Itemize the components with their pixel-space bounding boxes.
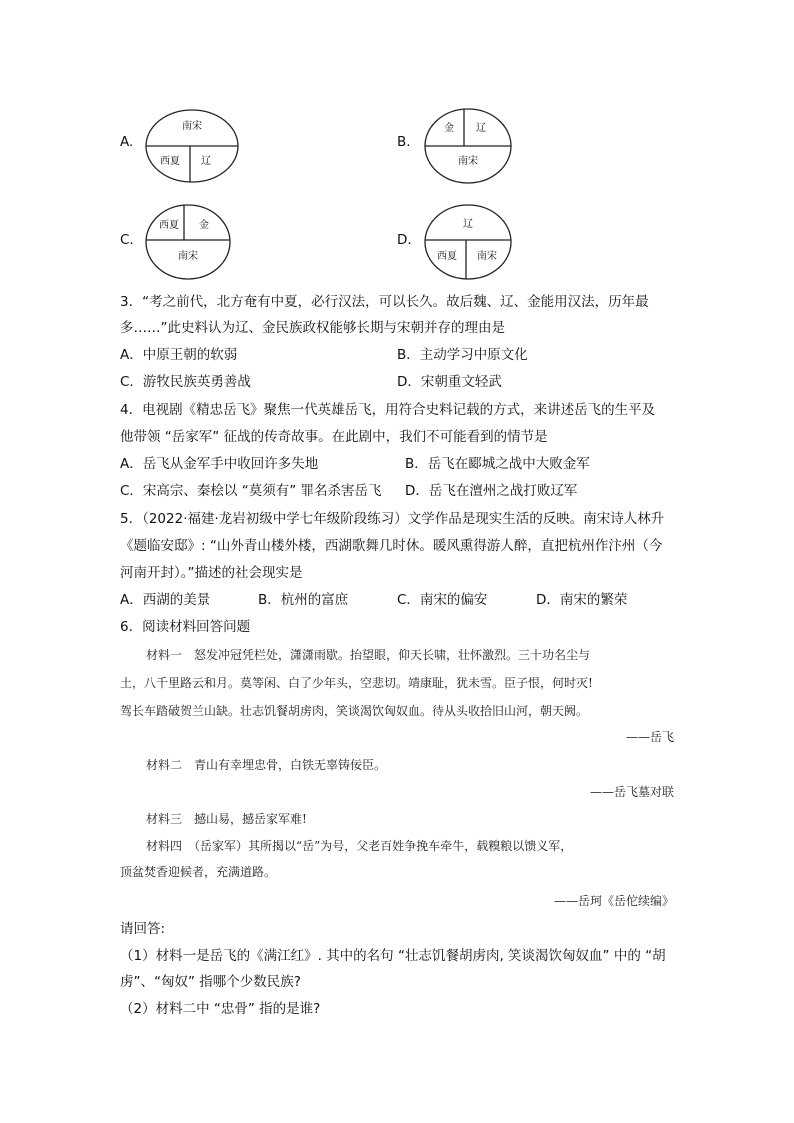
option-d-label: D. [397, 232, 412, 248]
material-1-source: ——岳飞 [625, 730, 674, 744]
q4-stem-line1: 4．电视剧《精忠岳飞》聚焦一代英雄岳飞，用符合史料记载的方式，来讲述岳飞的生平及 [120, 402, 656, 418]
option-c-label: C. [120, 232, 134, 248]
q6-sub1-line1: （1）材料一是岳飞的《满江红》. 其中的名句 “壮志饥餐胡虏肉, 笑谈渴饮匈奴血” 中的 “胡 [120, 948, 666, 964]
material-4-line2: 顶盆焚香迎候者，充满道路。 [120, 865, 277, 879]
q3-stem-line2: 多……”此史料认为辽、金民族政权能够长期与宋朝并存的理由是 [120, 320, 505, 336]
q4-option-d: D．岳飞在澶州之战打败辽军 [405, 483, 578, 499]
diagram-d-region-3: 南宋 [477, 251, 497, 262]
q5-stem-line2: 《题临安邸》: “山外青山楼外楼，西湖歌舞几时休。暖风熏得游人醉，直把杭州作汴州（今 [120, 538, 663, 554]
q4-stem-line2: 他带领 “岳家军” 征战的传奇故事。在此剧中，我们不可能看到的情节是 [120, 429, 548, 445]
q3-option-b: B．主动学习中原文化 [397, 347, 528, 363]
diagram-c [144, 202, 232, 282]
diagram-b-region-1: 金 [444, 123, 454, 134]
material-1-line2: 土，八千里路云和月。莫等闲、白了少年头，空悲切。靖康耻，犹未雪。臣子恨，何时灭! [120, 676, 593, 690]
q5-option-d: D．南宋的繁荣 [536, 592, 628, 608]
q4-option-c: C．宋高宗、秦桧以 “莫须有” 罪名杀害岳飞 [120, 483, 382, 499]
q3-option-c: C．游牧民族英勇善战 [120, 374, 251, 390]
diagram-b-region-3: 南宋 [458, 156, 478, 167]
material-2: 材料二 青山有幸埋忠骨，白铁无辜铸佞臣。 [146, 758, 387, 772]
material-2-source: ——岳飞墓对联 [589, 785, 674, 799]
diagram-c-region-1: 西夏 [159, 220, 179, 231]
diagram-b [423, 106, 513, 186]
q5-stem-line3: 河南开封）。”描述的社会现实是 [120, 565, 303, 581]
material-4-line1: 材料四 （岳家军）其所揭以“岳”为号，父老百姓争挽车牵牛，载糗粮以馈义军， [146, 839, 573, 853]
material-3: 材料三 撼山易，撼岳家军难! [146, 812, 307, 826]
q5-option-a: A．西湖的美景 [120, 592, 211, 608]
diagram-a-region-2: 西夏 [160, 156, 180, 167]
diagram-c-region-3: 南宋 [178, 251, 198, 262]
diagram-d-region-1: 辽 [463, 219, 473, 230]
q3-option-d: D．宋朝重文轻武 [397, 374, 502, 390]
q5-option-b: B．杭州的富庶 [258, 592, 349, 608]
diagram-a-region-1: 南宋 [182, 121, 202, 132]
option-a-label: A. [120, 134, 134, 150]
q4-option-b: B．岳飞在郾城之战中大败金军 [405, 456, 590, 472]
diagram-c-region-2: 金 [199, 220, 209, 231]
material-4-source: ——岳珂《岳佗续编》 [553, 894, 674, 908]
q3-stem-line1: 3．“考之前代，北方奄有中夏，必行汉法，可以长久。故后魏、辽、金能用汉法，历年最 [120, 294, 649, 310]
q6-prompt: 请回答: [120, 921, 166, 937]
diagram-d [423, 202, 513, 282]
q6-sub1-line2: 虏”、“匈奴” 指哪个少数民族? [120, 974, 301, 990]
diagram-b-region-2: 辽 [476, 123, 486, 134]
q6-sub2: （2）材料二中 “忠骨” 指的是谁? [120, 1001, 321, 1017]
q3-option-a: A．中原王朝的软弱 [120, 347, 238, 363]
diagram-a-region-3: 辽 [201, 156, 211, 167]
diagram-d-region-2: 西夏 [437, 251, 457, 262]
diagram-a [144, 107, 240, 185]
option-b-label: B. [397, 134, 411, 150]
q6-stem: 6．阅读材料回答问题 [120, 619, 251, 635]
material-1-line3: 驾长车踏破贺兰山缺。壮志饥餐胡虏肉，笑谈渴饮匈奴血。待从头收拾旧山河，朝天阙。 [120, 704, 589, 718]
q4-option-a: A．岳飞从金军手中收回许多失地 [120, 456, 319, 472]
material-1-line1: 材料一 怒发冲冠凭栏处，潇潇雨歇。抬望眼，仰天长啸，壮怀激烈。三十功名尘与 [146, 648, 591, 662]
q5-stem-line1: 5．（2022·福建·龙岩初级中学七年级阶段练习）文学作品是现实生活的反映。南宋诗人林升 [120, 511, 665, 527]
q5-option-c: C．南宋的偏安 [397, 592, 488, 608]
